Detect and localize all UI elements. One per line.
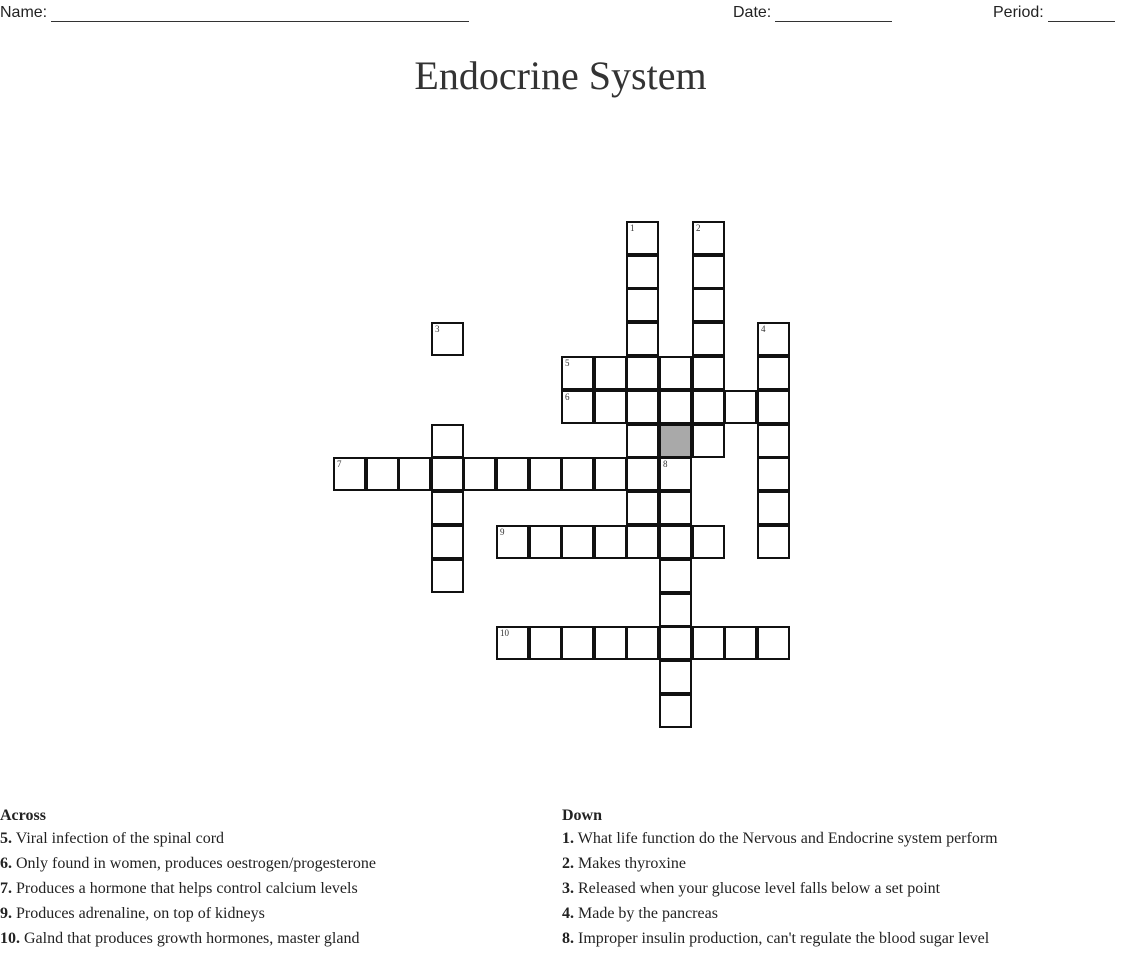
date-label: Date: [733, 4, 772, 21]
clue-across-7: 7. Produces a hormone that helps control calcium levels [0, 880, 358, 897]
blocked-cell [659, 424, 692, 458]
grid-cell[interactable] [757, 424, 790, 458]
grid-cell[interactable] [561, 457, 594, 491]
grid-cell[interactable] [659, 525, 692, 559]
grid-cell[interactable] [561, 626, 594, 660]
grid-cell[interactable] [561, 390, 594, 424]
grid-cell[interactable] [626, 491, 659, 525]
grid-cell[interactable] [692, 626, 725, 660]
grid-cell[interactable] [398, 457, 431, 491]
grid-cell[interactable] [659, 356, 692, 390]
grid-cell[interactable] [561, 356, 594, 390]
clue-number: 8 [663, 459, 668, 469]
clue-across-9: 9. Produces adrenaline, on top of kidneys [0, 905, 265, 922]
grid-cell[interactable] [594, 525, 627, 559]
clue-down-4: 4. Made by the pancreas [562, 905, 718, 922]
grid-cell[interactable] [431, 424, 464, 458]
grid-cell[interactable] [594, 356, 627, 390]
down-heading: Down [562, 807, 603, 824]
grid-cell[interactable] [692, 255, 725, 289]
grid-cell[interactable] [692, 288, 725, 322]
grid-cell[interactable] [692, 525, 725, 559]
grid-cell[interactable] [496, 457, 529, 491]
across-heading: Across [0, 807, 46, 824]
grid-cell[interactable] [431, 491, 464, 525]
across-clues [0, 806, 376, 951]
grid-cell[interactable] [431, 322, 464, 356]
grid-cell[interactable] [659, 694, 692, 728]
grid-cell[interactable] [626, 356, 659, 390]
grid-cell[interactable] [594, 457, 627, 491]
grid-cell[interactable] [724, 626, 757, 660]
grid-cell[interactable] [594, 626, 627, 660]
clue-across-6: 6. Only found in women, produces oestrogen/progesterone [0, 855, 376, 872]
grid-cell[interactable] [626, 626, 659, 660]
clue-down-2: 2. Makes thyroxine [562, 855, 686, 872]
grid-cell[interactable] [431, 457, 464, 491]
period-label: Period: [993, 4, 1044, 21]
grid-cell[interactable] [529, 626, 562, 660]
grid-cell[interactable] [659, 559, 692, 593]
grid-cell[interactable] [626, 424, 659, 458]
grid-cell[interactable] [757, 457, 790, 491]
grid-cell[interactable] [692, 390, 725, 424]
grid-cell[interactable] [626, 390, 659, 424]
grid-cell[interactable] [366, 457, 399, 491]
grid-cell[interactable] [757, 525, 790, 559]
clue-number: 7 [337, 459, 342, 469]
grid-cell[interactable] [626, 288, 659, 322]
grid-cell[interactable] [333, 457, 366, 491]
grid-cell[interactable] [463, 457, 496, 491]
clue-number: 1 [630, 223, 635, 233]
down-clues [562, 806, 998, 951]
clue-number: 9 [500, 527, 505, 537]
grid-cell[interactable] [757, 322, 790, 356]
grid-cell[interactable] [626, 525, 659, 559]
clue-down-1: 1. What life function do the Nervous and Endocrine system perform [562, 830, 998, 847]
grid-cell[interactable] [594, 390, 627, 424]
clue-number: 4 [761, 324, 766, 334]
grid-cell[interactable] [529, 457, 562, 491]
clue-number: 2 [696, 223, 701, 233]
grid-cell[interactable] [659, 593, 692, 627]
clue-number: 6 [565, 392, 570, 402]
grid-cell[interactable] [431, 559, 464, 593]
clue-down-3: 3. Released when your glucose level falls below a set point [562, 880, 941, 897]
grid-cell[interactable] [496, 626, 529, 660]
clue-number: 5 [565, 358, 570, 368]
grid-cell[interactable] [659, 626, 692, 660]
grid-cell[interactable] [496, 525, 529, 559]
grid-cell[interactable] [757, 491, 790, 525]
grid-cell[interactable] [529, 525, 562, 559]
grid-cell[interactable] [659, 390, 692, 424]
grid-cell[interactable] [659, 457, 692, 491]
grid-cell[interactable] [626, 221, 659, 255]
grid-cell[interactable] [724, 390, 757, 424]
grid-cell[interactable] [692, 322, 725, 356]
clue-across-5: 5. Viral infection of the spinal cord [0, 830, 225, 847]
grid-cell[interactable] [692, 356, 725, 390]
grid-cell[interactable] [431, 525, 464, 559]
grid-cell[interactable] [626, 255, 659, 289]
clue-down-8: 8. Improper insulin production, can't regulate the blood sugar level [562, 930, 990, 947]
grid-cell[interactable] [757, 356, 790, 390]
clue-across-10: 10. Galnd that produces growth hormones, master gland [0, 930, 360, 947]
grid-cell[interactable] [757, 390, 790, 424]
grid-cell[interactable] [692, 221, 725, 255]
grid-cell[interactable] [626, 322, 659, 356]
grid-cell[interactable] [659, 660, 692, 694]
grid-cell[interactable] [692, 424, 725, 458]
grid-cell[interactable] [561, 525, 594, 559]
name-label: Name: [0, 4, 48, 21]
grid-cell[interactable] [659, 491, 692, 525]
clue-number: 3 [435, 324, 440, 334]
clue-number: 10 [500, 628, 509, 638]
grid-cell[interactable] [626, 457, 659, 491]
grid-cell[interactable] [757, 626, 790, 660]
page-title: Endocrine System [414, 53, 707, 98]
